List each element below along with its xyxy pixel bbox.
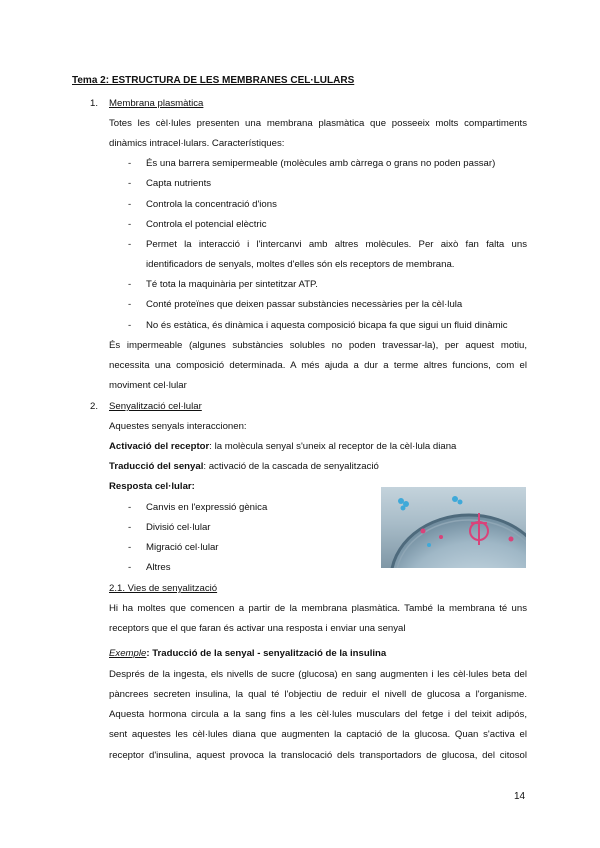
bullet-dash: -	[128, 299, 132, 310]
bullet-dash: -	[128, 178, 132, 189]
example-title: : Traducció de la senyal - senyalització de la insulina	[146, 648, 387, 659]
response-item: Migració cel·lular	[146, 542, 219, 553]
membrane-illustration-svg	[381, 487, 526, 568]
section2-intro: Aquestes senyals interaccionen:	[109, 421, 247, 432]
bullet-dash: -	[128, 562, 132, 573]
example-text-line: Aquesta hormona circula a la sang fins a les cèl·lules musculars del fetge i del teixit adipós,	[109, 709, 527, 720]
bullet-dash: -	[128, 239, 132, 250]
section2-number: 2.	[90, 401, 99, 412]
response-item: Altres	[146, 562, 171, 573]
example-title-line	[109, 648, 527, 660]
bullet-item: No és estàtica, és dinàmica i aquesta composició bicapa fa que sigui un fluid dinàmic	[146, 320, 508, 331]
activation-label: Activació del receptor	[109, 441, 210, 452]
section1-heading: Membrana plasmàtica	[109, 98, 204, 109]
bullet-dash: -	[128, 502, 132, 513]
bullet-dash: -	[128, 158, 132, 169]
bullet-dash: -	[128, 542, 132, 553]
translation-text: : activació de la cascada de senyalització	[203, 461, 379, 472]
section2-heading: Senyalització cel·lular	[109, 401, 202, 412]
page-title: Tema 2: ESTRUCTURA DE LES MEMBRANES CEL·LULARS	[72, 75, 355, 86]
example-text-line: pàncrees secreten insulina, la qual té l'objectiu de reduir el nivell de glucosa a l'organisme.	[109, 689, 527, 700]
section1-intro-line: dinàmics intracel·lulars. Característiques:	[109, 138, 285, 149]
subsection-heading: 2.1. Vies de senyalització	[109, 583, 218, 594]
section1-intro-line: Totes les cèl·lules presenten una membrana plasmàtica que posseeix molts compartiments	[109, 118, 527, 129]
membrane-receptor-illustration	[381, 487, 526, 568]
example-text-line: Després de la ingesta, els nivells de sucre (glucosa) en sang augmenten i les cèl·lules beta del	[109, 669, 527, 680]
subsection-text-line: receptors que el que faran és activar una resposta i enviar una senyal	[109, 623, 406, 634]
section1-closing-line: moviment cel·lular	[109, 380, 187, 391]
subsection-text-line: Hi ha moltes que comencen a partir de la membrana plasmàtica. També la membrana té uns	[109, 603, 527, 614]
bullet-dash: -	[128, 219, 132, 230]
bullet-item: Controla el potencial elèctric	[146, 219, 267, 230]
example-label: Exemple	[109, 648, 147, 659]
bullet-item: Capta nutrients	[146, 178, 212, 189]
response-item: Divisió cel·lular	[146, 522, 211, 533]
response-item: Canvis en l'expressió gènica	[146, 502, 268, 513]
translation-line	[109, 461, 527, 473]
bullet-dash: -	[128, 320, 132, 331]
example-text-line: receptor d'insulina, aquest provoca la translocació dels transportadors de glucosa, del citosol	[109, 750, 527, 761]
example-text-line: sent aquestes les cèl·lules diana que augmenten la captació de la glucosa. Quan s'activa el	[109, 729, 527, 740]
bullet-dash: -	[128, 199, 132, 210]
bullet-dash: -	[128, 522, 132, 533]
response-label: Resposta cel·lular:	[109, 481, 195, 492]
activation-line	[109, 441, 527, 453]
page-number: 14	[514, 791, 526, 802]
bullet-item: Permet la interacció i l'intercanvi amb altres molècules. Per això fan falta uns	[146, 239, 527, 250]
bullet-item: Té tota la maquinària per sintetitzar ATP.	[146, 279, 318, 290]
bullet-item: És una barrera semipermeable (molècules amb càrrega o grans no poden passar)	[146, 158, 496, 169]
section1-number: 1.	[90, 98, 99, 109]
bullet-dash: -	[128, 279, 132, 290]
bullet-item: Conté proteïnes que deixen passar substàncies necessàries per la cèl·lula	[146, 299, 463, 310]
translation-label: Traducció del senyal	[109, 461, 204, 472]
bullet-item: Controla la concentració d'ions	[146, 199, 277, 210]
section1-closing-line: És impermeable (algunes substàncies solubles no poden travessar-la), per aquest motiu,	[109, 340, 527, 351]
activation-text: : la molècula senyal s'uneix al receptor de la cèl·lula diana	[209, 441, 457, 452]
bullet-item-continued: identificadors de senyals, moltes d'elles són els receptors de membrana.	[146, 259, 455, 270]
section1-closing-line: necessita una composició determinada. A més ajuda a dur a terme altres funcions, com el	[109, 360, 527, 371]
